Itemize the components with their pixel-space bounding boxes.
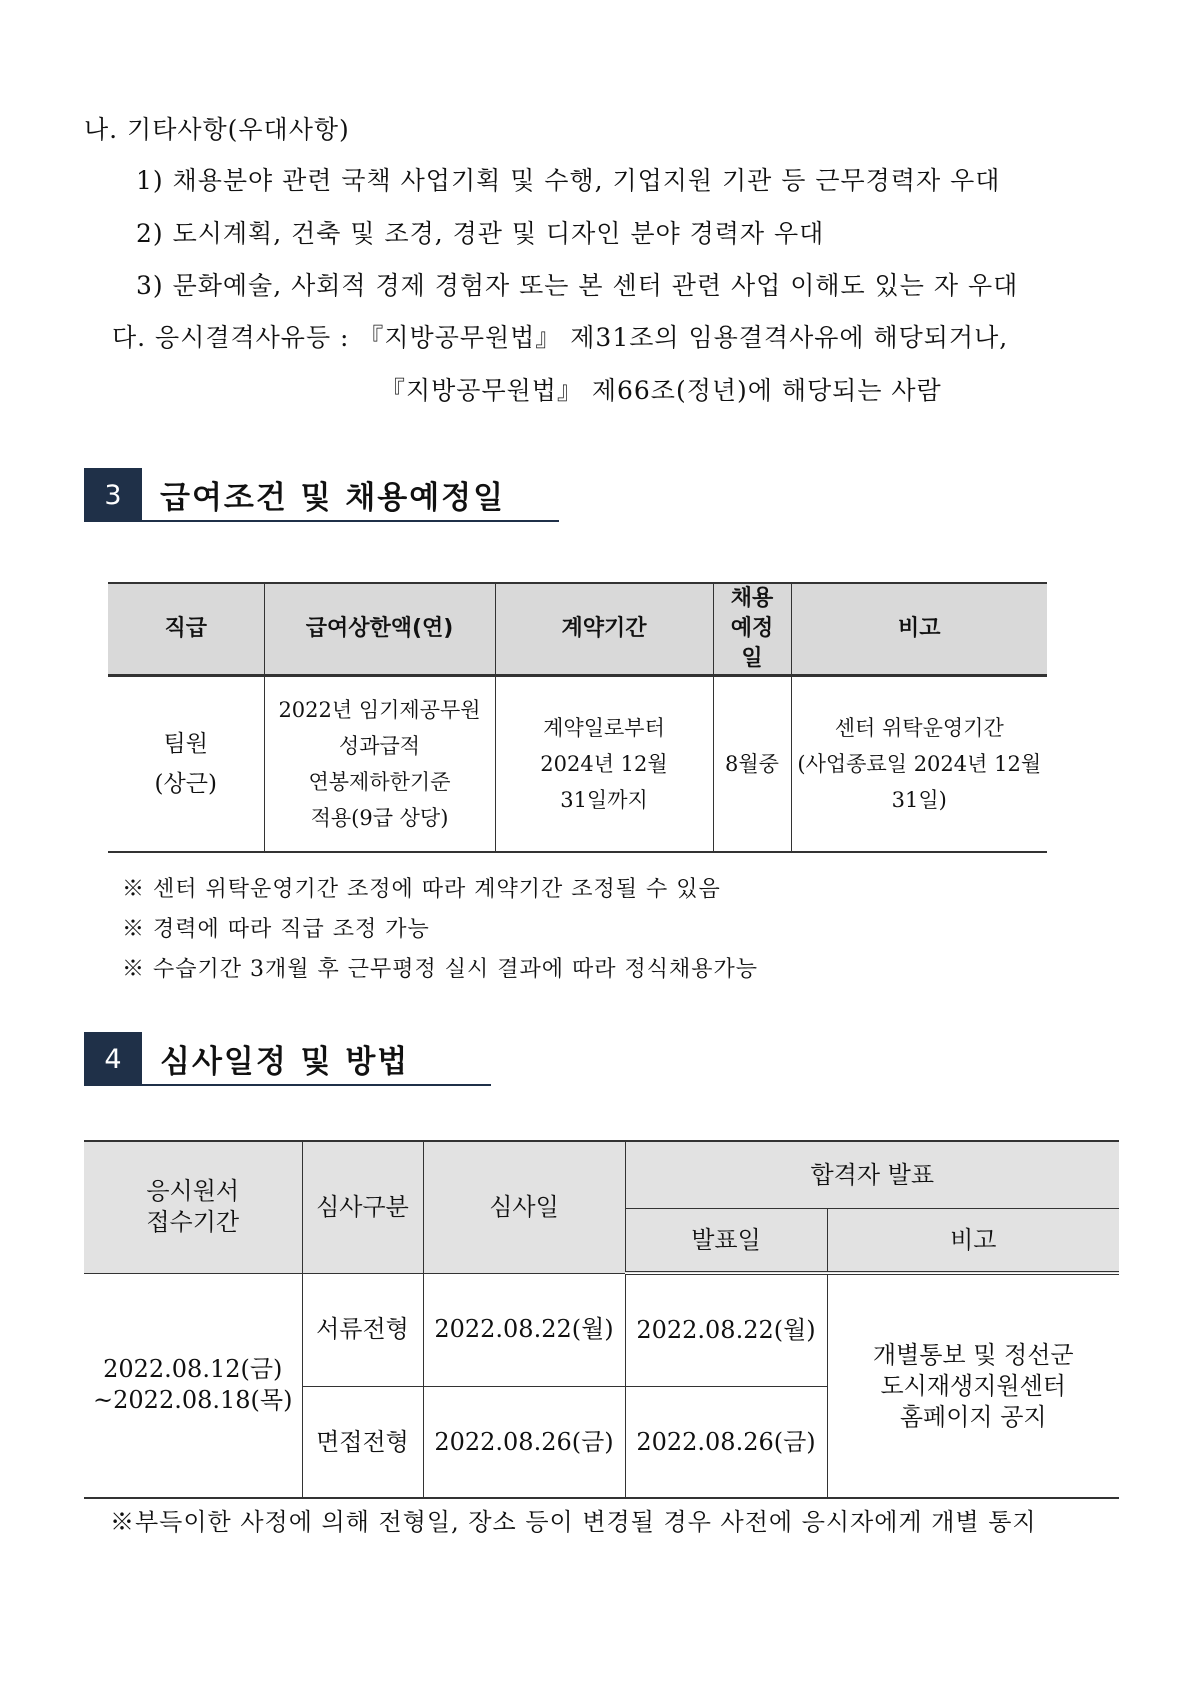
section-3-underline — [84, 520, 559, 522]
cell-grade: 팀원 (상근) — [108, 676, 264, 853]
section-4-title: 심사일정 및 방법 — [160, 1044, 410, 1080]
table-row — [84, 1273, 1119, 1387]
note-3: ※ 수습기간 3개월 후 근무평정 실시 결과에 따라 정식채용가능 — [122, 957, 758, 982]
header-application-period: 응시원서 접수기간 — [84, 1141, 302, 1273]
cell-hire-date: 8월중 — [713, 676, 791, 853]
cell-announcement-date: 2022.08.22(월) — [625, 1273, 827, 1387]
cell-application-period: 2022.08.12(금) ~2022.08.18(목) — [84, 1273, 302, 1498]
disqualification-line-2: 『지방공무원법』 제66조(정년)에 해당되는 사람 — [380, 376, 942, 405]
cell-salary: 2022년 임기제공무원 성과급적 연봉제하한기준 적용(9급 상당) — [264, 676, 495, 853]
cell-review-date: 2022.08.22(월) — [423, 1273, 625, 1387]
header-schedule-remark: 비고 — [827, 1209, 1119, 1274]
note-2: ※ 경력에 따라 직급 조정 가능 — [122, 917, 430, 942]
header-salary: 급여상한액(연) — [264, 583, 495, 676]
header-review-date: 심사일 — [423, 1141, 625, 1273]
section-3-title: 급여조건 및 채용예정일 — [160, 480, 506, 516]
header-contract-period: 계약기간 — [495, 583, 713, 676]
header-announcement-date: 발표일 — [625, 1209, 827, 1274]
section-4-number: 4 — [84, 1032, 142, 1086]
section-4-header — [84, 1032, 491, 1086]
cell-announcement-date: 2022.08.26(금) — [625, 1387, 827, 1499]
header-hire-date: 채용 예정 일 — [713, 583, 791, 676]
cell-review-type: 면접전형 — [302, 1387, 423, 1499]
schedule-table — [84, 1140, 1119, 1499]
section-3-number: 3 — [84, 468, 142, 522]
salary-table — [108, 582, 1047, 853]
extra-item-1: 1) 채용분야 관련 국책 사업기획 및 수행, 기업지원 기관 등 근무경력자 우대 — [136, 166, 1001, 195]
header-announcement: 합격자 발표 — [625, 1141, 1119, 1209]
cell-review-date: 2022.08.26(금) — [423, 1387, 625, 1499]
disqualification-line-1: 다. 응시결격사유등 : 『지방공무원법』 제31조의 임용결격사유에 해당되거나, — [112, 323, 1009, 352]
section-3-header — [84, 468, 559, 522]
header-grade: 직급 — [108, 583, 264, 676]
extra-heading: 나. 기타사항(우대사항) — [84, 115, 350, 144]
schedule-header-row-1 — [84, 1141, 1119, 1209]
table-row — [108, 676, 1047, 853]
header-remark: 비고 — [791, 583, 1047, 676]
extra-item-2: 2) 도시계획, 건축 및 조경, 경관 및 디자인 분야 경력자 우대 — [136, 219, 825, 248]
cell-review-type: 서류전형 — [302, 1273, 423, 1387]
salary-table-header-row — [108, 583, 1047, 676]
extra-item-3: 3) 문화예술, 사회적 경제 경험자 또는 본 센터 관련 사업 이해도 있는 자 우대 — [136, 271, 1019, 300]
header-review-type: 심사구분 — [302, 1141, 423, 1273]
note-1: ※ 센터 위탁운영기간 조정에 따라 계약기간 조정될 수 있음 — [122, 877, 721, 902]
cell-remark: 센터 위탁운영기간 (사업종료일 2024년 12월 31일) — [791, 676, 1047, 853]
cell-contract-period: 계약일로부터 2024년 12월 31일까지 — [495, 676, 713, 853]
schedule-footnote: ※부득이한 사정에 의해 전형일, 장소 등이 변경될 경우 사전에 응시자에게 개별 통지 — [110, 1508, 1037, 1536]
section-4-underline — [84, 1084, 491, 1086]
cell-schedule-remark: 개별통보 및 정선군 도시재생지원센터 홈페이지 공지 — [827, 1273, 1119, 1498]
